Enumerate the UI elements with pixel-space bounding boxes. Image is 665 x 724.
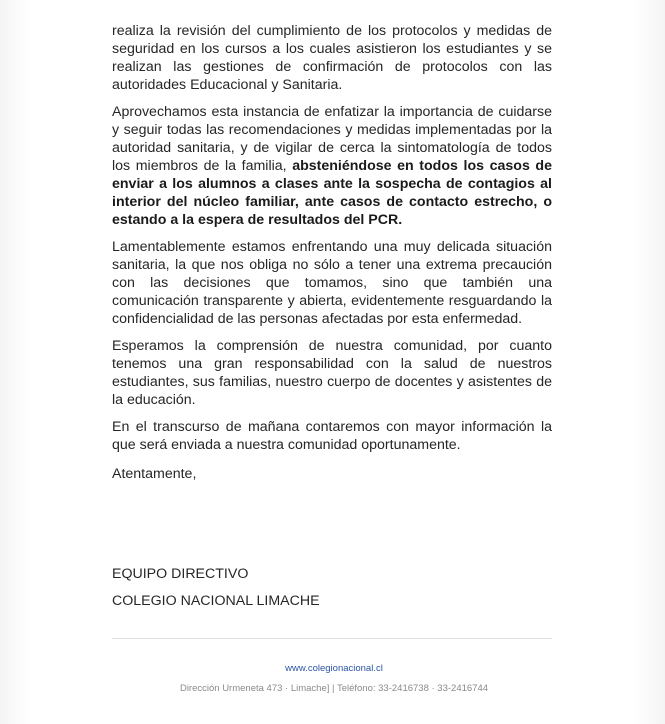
closing-salutation: Atentamente, xyxy=(112,466,197,482)
letter-body xyxy=(112,22,552,492)
paragraph-4: Esperamos la comprensión de nuestra comunidad, por cuanto tenemos una gran responsabilidad con la salud de nuestros estudiantes, sus familias, nuestro cuerpo de docentes y asistentes de la educación. xyxy=(112,338,552,408)
paragraph-3: Lamentablemente estamos enfrentando una muy delicada situación sanitaria, la que nos obliga no sólo a tener una extrema precaución con las decisiones que tomamos, sino que también una comunicación transparente y abierta, evidentemente resguardando la confidencialidad de las personas afectadas por esta enfermedad. xyxy=(112,239,552,327)
signature-team: EQUIPO DIRECTIVO xyxy=(112,566,249,582)
paragraph-5: En el transcurso de mañana contaremos con mayor información la que será enviada a nuestra comunidad oportunamente. xyxy=(112,419,552,453)
address-text: Dirección Urmeneta 473 · Limache] | Teléfono: 33-2416738 · 33-2416744 xyxy=(179,683,489,694)
website-link[interactable]: www.colegionacional.cl xyxy=(285,663,383,674)
paragraph-2-regular: Aprovechamos esta instancia de enfatizar la importancia de cuidarse y seguir todas las recomendaciones y medidas implementadas por la autoridad sanitaria, y de vigilar de cerca la sintomatología de todos los miembros de la familia, xyxy=(112,104,552,174)
paragraph-2-bold: absteniéndose en todos los casos de enviar a los alumnos a clases ante la sospecha de contagios al interior del núcleo familiar, ante casos de contacto estrecho, o estando a la espera de resultados del PCR. xyxy=(112,158,552,228)
signature-school: COLEGIO NACIONAL LIMACHE xyxy=(112,593,320,609)
paragraph-1: realiza la revisión del cumplimiento de los protocolos y medidas de seguridad en los cursos a los cuales asistieron los estudiantes y se realizan las gestiones de confirmación de protocolos con las autoridades Educacional y Sanitaria. xyxy=(112,23,552,93)
footer-address-row xyxy=(0,683,665,694)
footer-website-row xyxy=(0,663,665,674)
paragraph-2 xyxy=(112,103,552,229)
footer-divider xyxy=(112,638,552,639)
